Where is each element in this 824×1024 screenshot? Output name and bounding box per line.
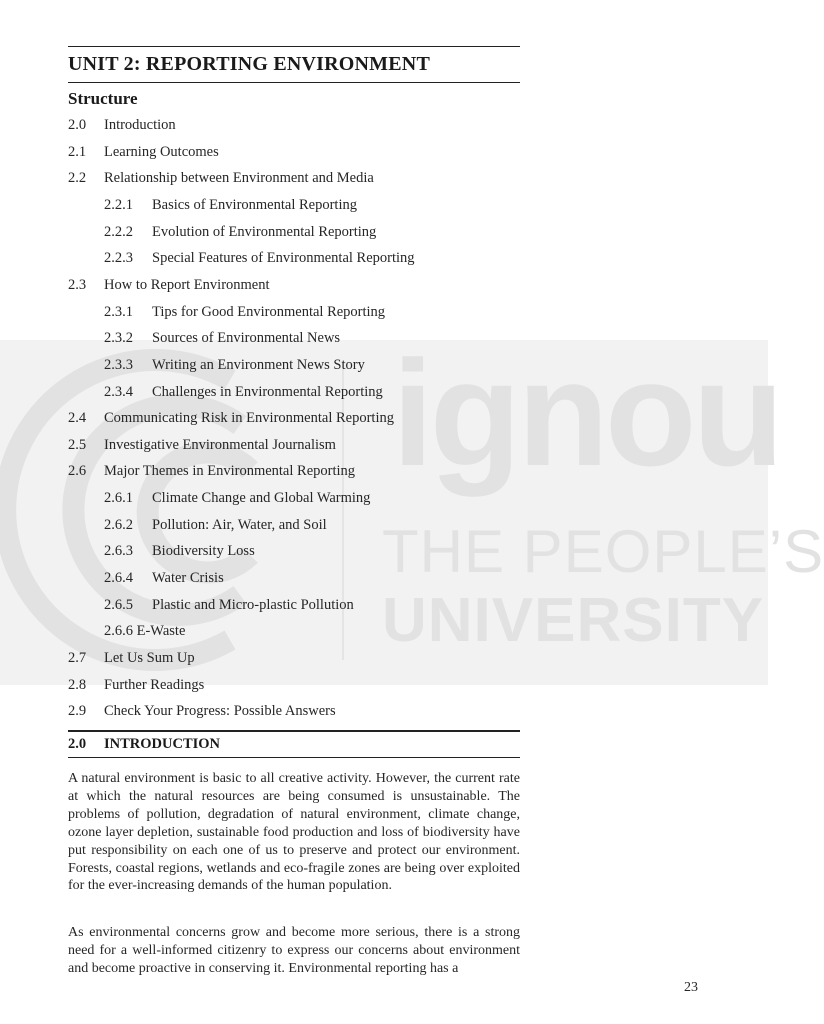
toc-item-label: Let Us Sum Up (104, 650, 195, 666)
toc-item-label: Special Features of Environmental Reporting (152, 250, 415, 267)
toc-item-label: Basics of Environmental Reporting (152, 196, 357, 213)
toc-item-number: 2.6.2 (104, 516, 133, 533)
toc-item-label: Investigative Environmental Journalism (104, 436, 336, 453)
toc-item-label: Plastic and Micro-plastic Pollution (152, 596, 354, 613)
toc-item-label: Tips for Good Environmental Reporting (152, 303, 386, 320)
watermark-divider (342, 360, 344, 660)
watermark-brand: ignou (392, 329, 781, 497)
watermark-line-1: THE PEOPLE’S (382, 518, 824, 585)
toc-item-number: 2.0 (68, 117, 87, 133)
toc-item-label: Pollution: Air, Water, and Soil (152, 516, 327, 533)
toc-item-label: Challenges in Environmental Reporting (152, 383, 383, 400)
toc-item-number: 2.3.4 (104, 383, 133, 400)
toc-item-label: Climate Change and Global Warming (152, 490, 371, 507)
watermark-line-2: UNIVERSITY (382, 586, 765, 655)
section-bottom-rule (68, 757, 520, 758)
toc-item-number: 2.1 (68, 143, 87, 160)
toc-item-label: Evolution of Environmental Reporting (152, 223, 377, 240)
toc-item-number: 2.6.4 (104, 570, 133, 587)
toc-item-number: 2.5 (68, 436, 87, 453)
toc-item-number: 2.2.3 (104, 250, 133, 267)
section-title: INTRODUCTION (104, 736, 221, 752)
title-rule (68, 82, 520, 83)
toc-item-number: 2.7 (68, 650, 87, 666)
toc-item-label: Further Readings (104, 676, 205, 693)
top-rule (68, 46, 520, 47)
toc-item-label: Major Themes in Environmental Reporting (104, 463, 356, 480)
toc-item-label: Biodiversity Loss (152, 543, 255, 560)
structure-heading: Structure (68, 89, 138, 108)
toc-item-number: 2.6.3 (104, 543, 133, 560)
toc-item-label: Relationship between Environment and Media (104, 170, 374, 187)
unit-title: UNIT 2: REPORTING ENVIRONMENT (68, 53, 430, 75)
intro-paragraph-1: A natural environment is basic to all creative activity. However, the current rate at which the natural resources are being consumed is unsustainable. The problems of pollution, degradation of natural environment, climate change, ozone layer depletion, sustainable food production and loss of biodiversity have put responsibility on each one of us to preserve and protect our environment. Forests, coastal regions, wetlands and eco-fragile zones are being over exploited for the ever-increasing demands of the human population. (68, 771, 520, 894)
toc-item-label: Learning Outcomes (104, 143, 219, 160)
toc-item-label: Introduction (104, 117, 176, 133)
toc-item-number: 2.2.2 (104, 223, 133, 240)
toc-item-number: 2.4 (68, 410, 87, 427)
toc-item-label: Sources of Environmental News (152, 330, 341, 347)
toc-item-label: How to Report Environment (104, 276, 270, 293)
toc-item-label: Water Crisis (152, 570, 224, 587)
toc-item-number: 2.3.1 (104, 303, 133, 320)
toc-item-label: 2.6.6 E-Waste (104, 623, 186, 640)
toc-item-number: 2.6.1 (104, 490, 133, 507)
toc-item-number: 2.3.2 (104, 330, 133, 347)
toc-item-number: 2.3.3 (104, 356, 133, 373)
page-number: 23 (684, 980, 698, 995)
section-number: 2.0 (68, 736, 87, 752)
toc-item-label: Check Your Progress: Possible Answers (104, 703, 336, 720)
toc-item-number: 2.6.5 (104, 596, 133, 613)
toc-item-number: 2.8 (68, 676, 87, 693)
toc-item-number: 2.9 (68, 703, 87, 720)
toc-item-label: Writing an Environment News Story (152, 356, 365, 373)
toc-item-number: 2.3 (68, 276, 87, 293)
toc-item-label: Communicating Risk in Environmental Reporting (104, 410, 394, 427)
toc-item-number: 2.2 (68, 170, 87, 187)
section-top-rule (68, 730, 520, 732)
toc-item-number: 2.6 (68, 463, 87, 480)
toc-item-number: 2.2.1 (104, 196, 133, 213)
intro-paragraph-2: As environmental concerns grow and become more serious, there is a strong need for a well-informed citizenry to express our concerns about environment and become proactive in conserving it. Environmental reporting has a (68, 925, 520, 976)
